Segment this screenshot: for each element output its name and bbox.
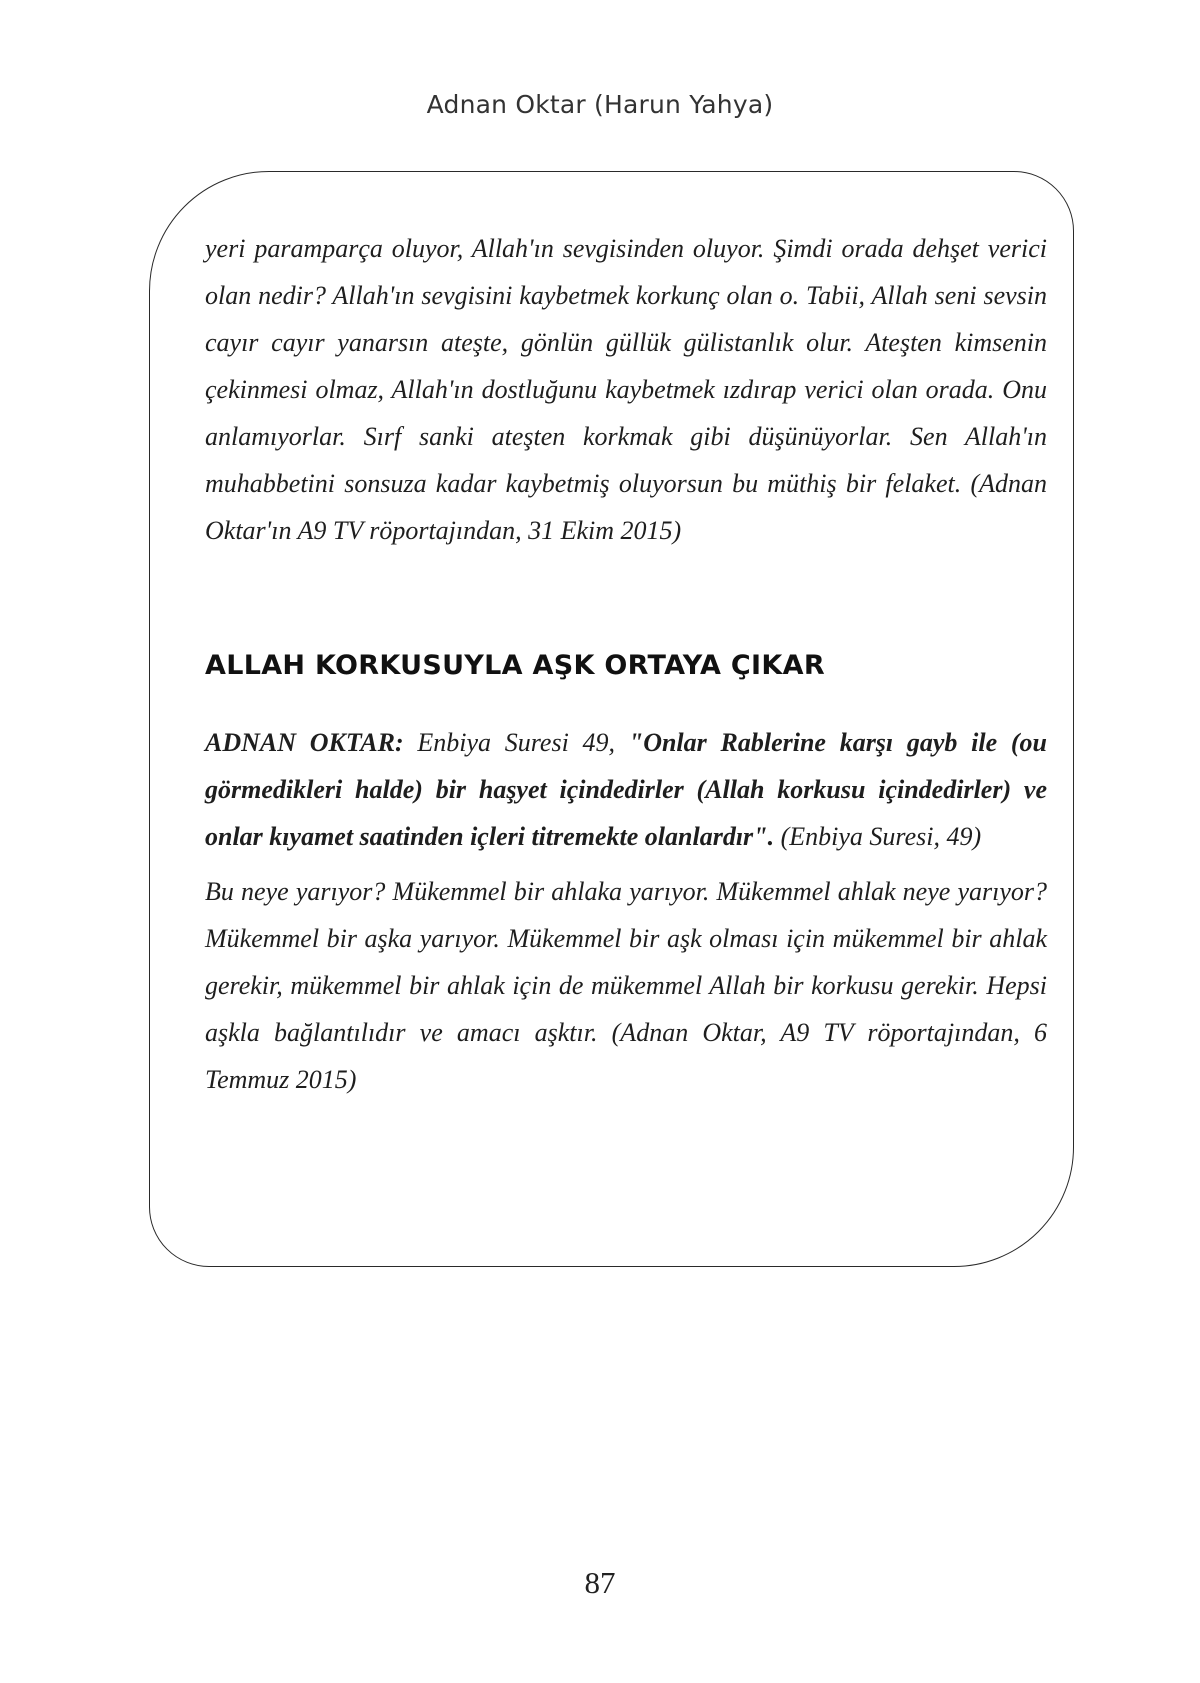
quote-lead: Enbiya Suresi 49, — [403, 728, 629, 757]
running-header: Adnan Oktar (Harun Yahya) — [426, 90, 774, 119]
intro-paragraph: yeri paramparça oluyor, Allah'ın sevgisinden oluyor. Şimdi orada dehşet verici olan nedir? Allah'ın sevgisini kaybetmek korkunç olan o. Tabii, Allah seni sevsin cayır cayır yanarsın ateşte, gönlün güllük gülistanlık olur. Ateşten kimsenin çekinmesi olmaz, Allah'ın dostluğunu kaybetmek ızdırap verici olan orada. Onu anlamıyorlar. Sırf sanki ateşten korkmak gibi düşünüyorlar. Sen Allah'ın muhabbetini sonsuza kadar kaybetmiş oluyorsun bu müthiş bir felaket. (Adnan Oktar'ın A9 TV röportajından, 31 Ekim 2015) — [205, 234, 1047, 545]
closing-paragraph: Bu neye yarıyor? Mükemmel bir ahlaka yarıyor. Mükemmel ahlak neye yarıyor? Mükemmel bir aşka yarıyor. Mükemmel bir aşk olması için mükemmel bir ahlak gerekir, mükemmel bir ahlak için de mükemmel Allah bir korkusu gerekir. Hepsi aşkla bağlantılıdır ve amacı aşktır. (Adnan Oktar, A9 TV röportajından, 6 Temmuz 2015) — [205, 877, 1047, 1094]
quote-citation: (Enbiya Suresi, 49) — [774, 822, 982, 851]
page-number: 87 — [584, 1565, 616, 1600]
quote-verse: "Onlar Rablerine karşı gayb ile (ou görmedikleri halde) bir haşyet içindedirler (Allah korkusu içindedirler) ve onlar kıyamet saatinden içleri titremekte olanlardır". — [205, 728, 1047, 851]
quote-paragraph — [205, 719, 1047, 860]
section-title: ALLAH KORKUSUYLA AŞK ORTAYA ÇIKAR — [205, 650, 825, 681]
quote-speaker: ADNAN OKTAR: — [205, 728, 404, 757]
frame-content — [205, 225, 1047, 1103]
